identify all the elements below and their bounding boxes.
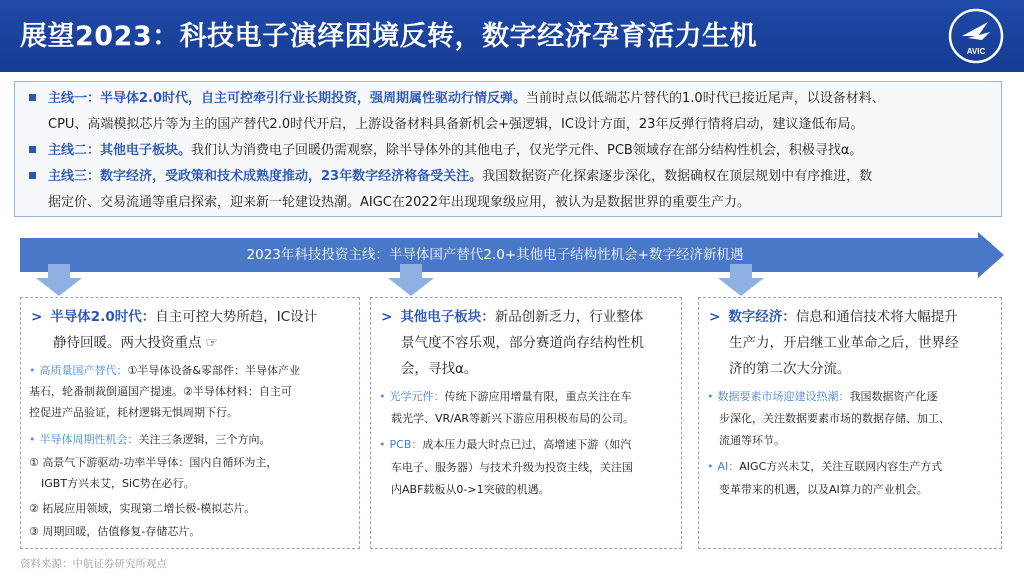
down-arrow-icon: [718, 264, 764, 296]
panel-text-line: 车电子、服务器）与技术升级为投资主线，关注国: [391, 461, 633, 474]
panel-text-line: ③ 周期回暖，估值修复-存储芯片。: [29, 525, 201, 538]
bullet-dot-icon: •: [379, 390, 386, 403]
panel-text-line: • PCB：成本压力最大时点已过，高增速下游（如汽: [379, 438, 632, 451]
panel-text-line: • AI：AIGC方兴未艾，关注互联网内容生产方式: [707, 460, 943, 473]
mainline-2-label: 主线二：其他电子板块。: [48, 143, 192, 158]
panel-text-line: IGBT方兴未艾，SiC势在必行。: [41, 477, 195, 490]
bullet-dot-icon: •: [379, 438, 386, 451]
panel-text-line: 步深化，关注数据要素市场的数据存储、加工、: [719, 412, 950, 425]
avic-logo-icon: [948, 8, 1004, 64]
bullet-square-icon: [29, 146, 36, 153]
summary-box: [14, 81, 1002, 217]
mainline-3-text: 我国数据资产化探索逐步深化，数据确权在顶层规划中有序推进，数: [482, 169, 873, 184]
panel-text-line: • 数据要素市场迎建设热潮：我国数据资产化逐: [707, 390, 938, 403]
panel-text-line: 载光学、VR/AR等新兴下游应用积极布局的公司。: [391, 412, 635, 425]
summary-line-5: 据定价、交易流通等重启探索，迎来新一轮建设热潮。AIGC在2022年出现现象级应用，被认为是数据世界的重要生产力。: [48, 195, 750, 210]
mainline-2-text: 我们认为消费电子回暖仍需观察，除半导体外的其他电子，仅光学元件、PCB领域存在部分结构性机会，积极寻找α。: [191, 143, 863, 158]
panel-text-line: • 半导体周期性机会：关注三条逻辑，三个方向。: [29, 433, 271, 446]
chevron-right-icon: >: [381, 309, 393, 325]
panel-text-line: ① 高景气下游驱动-功率半导体：国内自循环为主，: [29, 456, 278, 469]
digital-economy-panel: [698, 297, 1002, 549]
other-electronics-panel: [370, 297, 682, 549]
logo-text: AVIC: [966, 47, 986, 56]
panel-title-line-1: > 数字经济：信息和通信技术将大幅提升: [709, 309, 958, 325]
panel-text-line: • 光学元件：传统下游应用增量有限，重点关注在车: [379, 390, 632, 403]
bullet-dot-icon: •: [707, 460, 714, 473]
header-bar: [0, 0, 1024, 72]
summary-line-2: CPU、高端模拟芯片等为主的国产替代2.0时代开启，上游设备材料具备新机会+强逻辑，IC设计方面，23年反弹行情将启动，建议逢低布局。: [48, 117, 864, 132]
panel-title-line-2: 静待回暖。两大投资重点 ☞: [53, 335, 218, 351]
panel-title-line-1: > 其他电子板块：新品创新乏力，行业整体: [381, 309, 644, 325]
panel-title-line-3: 济的第二次大分流。: [729, 361, 851, 377]
mainline-1-label: 主线一：半导体2.0时代，自主可控牵引行业长期投资，强周期属性驱动行情反弹。: [48, 91, 527, 106]
chevron-right-icon: >: [709, 309, 721, 325]
bullet-dot-icon: •: [29, 364, 36, 377]
cursor-hand-icon: ☞: [205, 335, 218, 351]
mainline-3-label: 主线三：数字经济，受政策和技术成熟度推动，23年数字经济将备受关注。: [48, 169, 483, 184]
bullet-dot-icon: •: [29, 433, 36, 446]
bullet-dot-icon: •: [707, 390, 714, 403]
panel-title-line-3: 会，寻找α。: [401, 361, 478, 377]
mainline-1-text: 当前时点以低端芯片替代的1.0时代已接近尾声，以设备材料、: [526, 91, 885, 106]
arrow-label: 2023年科技投资主线：半导体国产替代2.0+其他电子结构性机会+数字经济新机遇: [246, 247, 744, 263]
bullet-square-icon: [29, 172, 36, 179]
bullet-square-icon: [29, 94, 36, 101]
panel-text-line: ② 拓展应用领域，实现第二增长极-模拟芯片。: [29, 502, 256, 515]
panel-title-line-2: 生产力，开启继工业革命之后，世界经: [729, 335, 959, 351]
panel-text-line: 基石，轮番制裁倒逼国产提速。②半导体材料：自主可: [29, 385, 292, 398]
panel-title-line-2: 景气度不容乐观，部分赛道尚存结构性机: [401, 335, 644, 351]
panel-text-line: 流通等环节。: [719, 434, 785, 447]
semiconductor-panel: [20, 297, 360, 549]
down-arrow-icon: [388, 264, 434, 296]
panel-text-line: 变革带来的机遇，以及AI算力的产业机会。: [719, 483, 928, 496]
summary-line-1: [29, 86, 885, 112]
page-title: 展望2023：科技电子演绎困境反转，数字经济孕育活力生机: [20, 21, 758, 52]
down-arrow-icon: [36, 264, 82, 296]
panel-text-line: • 高质量国产替代：①半导体设备&零部件：半导体产业: [29, 364, 300, 377]
panel-text-line: 内ABF载板从0->1突破的机遇。: [391, 483, 550, 496]
source-note: 资料来源：中航证券研究所观点: [20, 558, 167, 570]
panel-text-line: 控促进产品验证，耗材逻辑无惧周期下行。: [29, 406, 238, 419]
chevron-right-icon: >: [31, 309, 43, 325]
panel-title-line-1: > 半导体2.0时代：自主可控大势所趋，IC设计: [31, 309, 318, 325]
summary-line-4: [29, 164, 872, 190]
summary-line-3: [29, 138, 862, 164]
